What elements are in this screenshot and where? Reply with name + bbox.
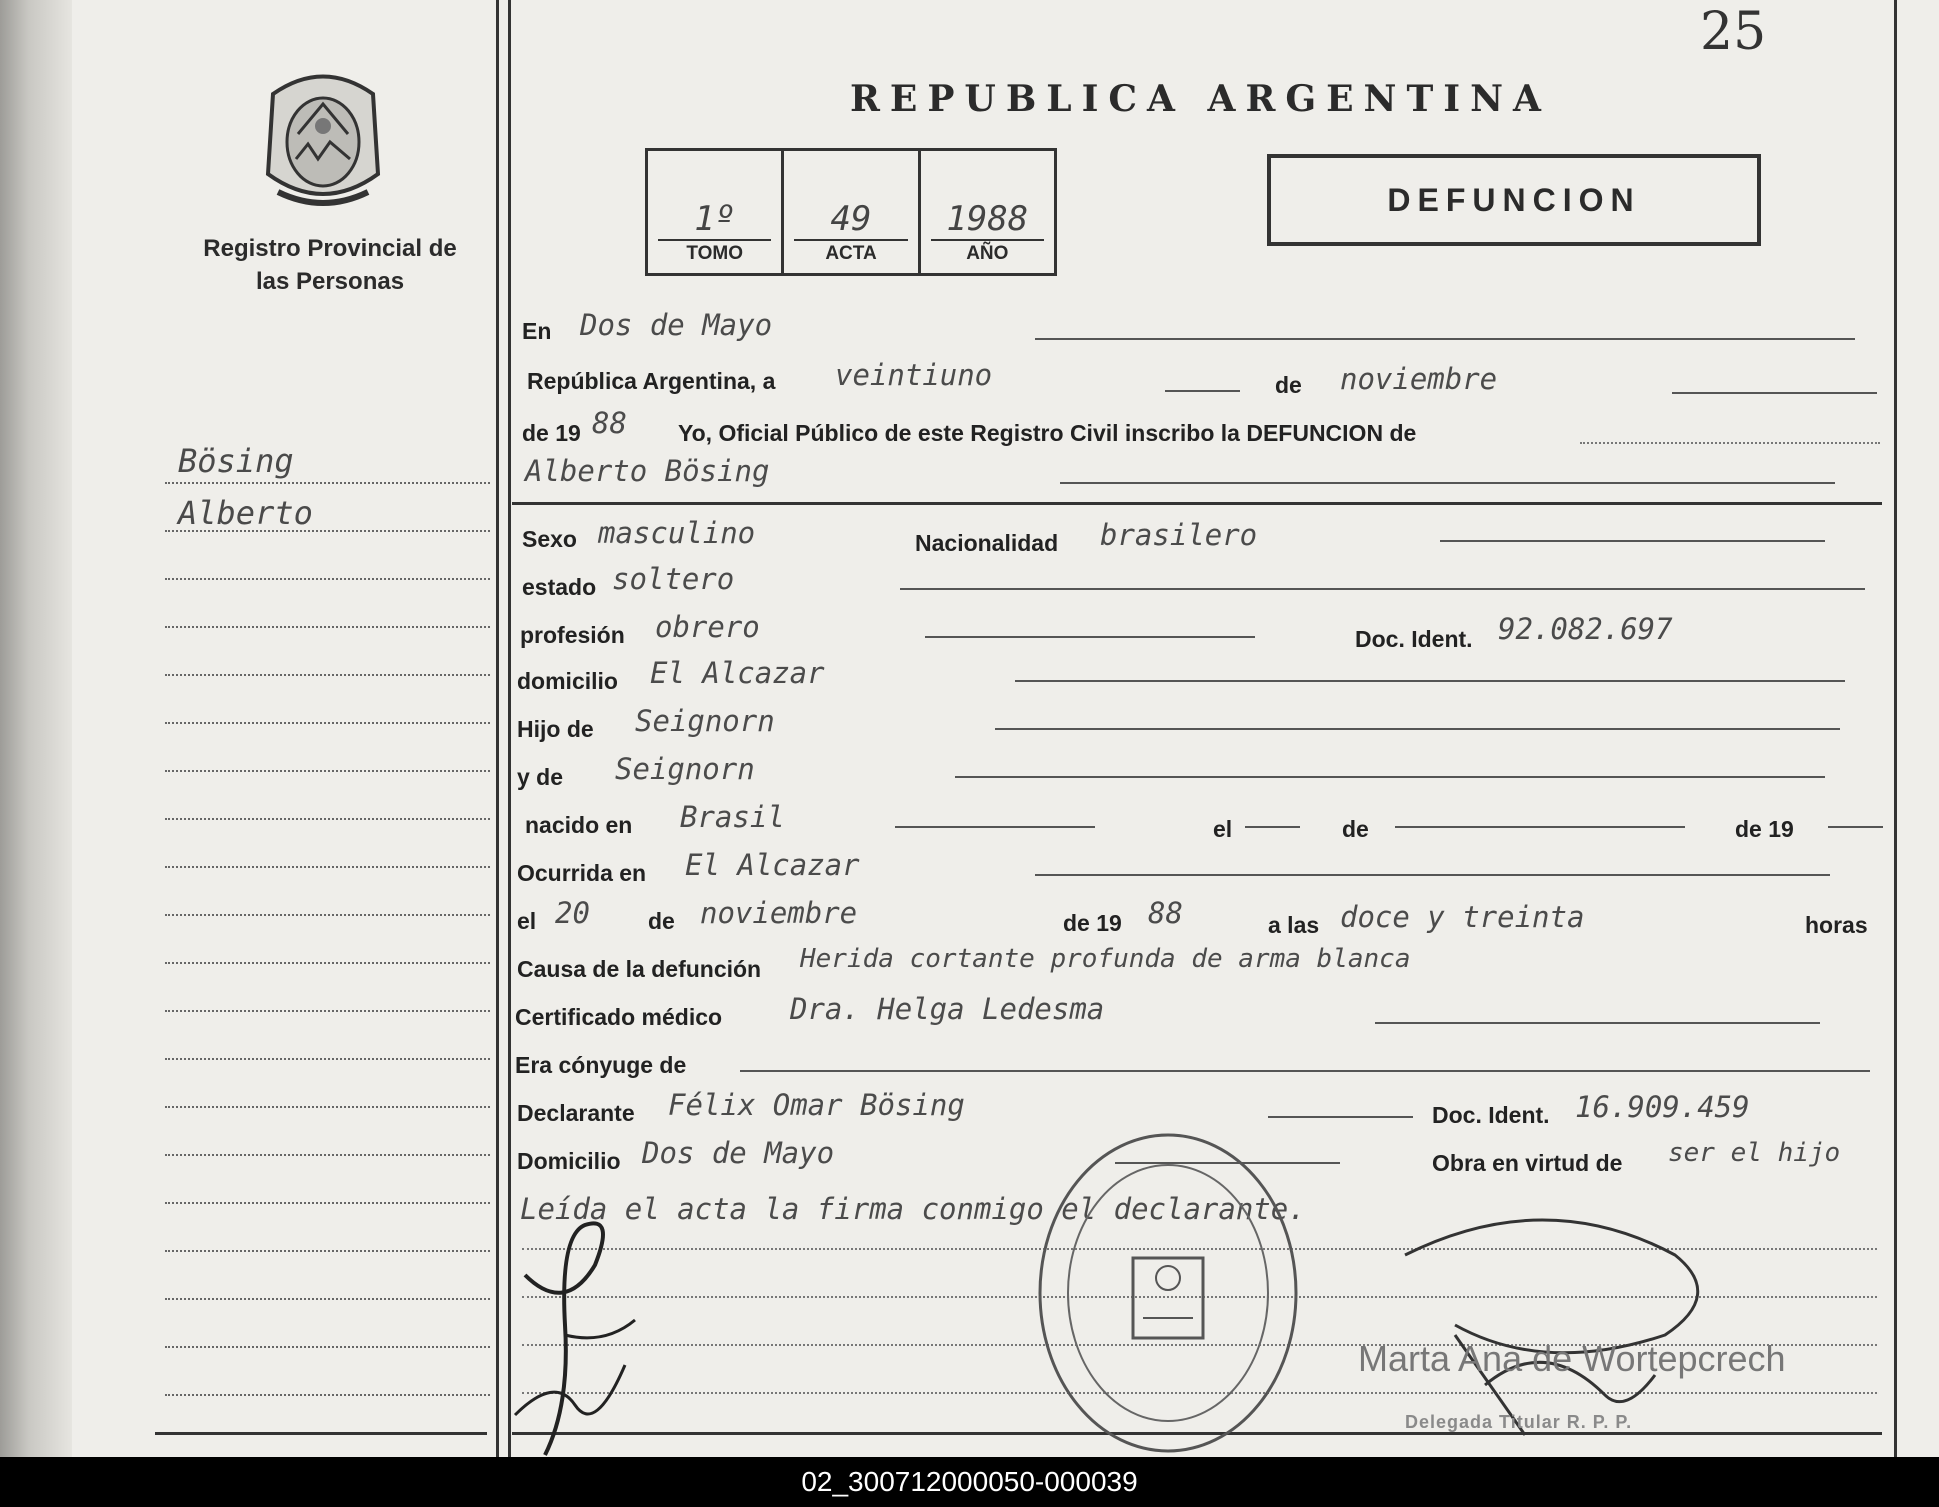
year-prefix-label: de 19 — [522, 420, 581, 446]
margin-line — [165, 866, 490, 868]
declarant-signature-icon — [505, 1205, 705, 1460]
de2-line — [1395, 826, 1685, 828]
domicilio2-value: Dos de Mayo — [642, 1136, 835, 1170]
acta-cell — [784, 151, 920, 273]
official-dots — [1580, 442, 1880, 444]
official-stamp-icon — [1033, 1128, 1303, 1458]
margin-line — [165, 674, 490, 676]
ocurrida-label: Ocurrida en — [517, 860, 647, 886]
margin-line — [165, 626, 490, 628]
official-text: Yo, Oficial Público de este Registro Civil inscribo la DEFUNCION de — [678, 420, 1417, 446]
margin-line — [165, 1106, 490, 1108]
el-label: el — [1213, 816, 1233, 842]
el2-label: el — [517, 908, 537, 934]
nacido-line — [895, 826, 1095, 828]
certificado-value: Dra. Helga Ledesma — [790, 992, 1105, 1026]
causa-value: Herida cortante profunda de arma blanca — [800, 944, 1411, 974]
anio-value: 1988 — [931, 199, 1044, 241]
hora-value: doce y treinta — [1340, 900, 1585, 934]
estado-value: soltero — [612, 562, 735, 596]
horas-label: horas — [1805, 912, 1868, 938]
official-signature-icon — [1395, 1215, 1815, 1445]
record-number-box — [645, 148, 1057, 276]
registry-name: Registro Provincial de las Personas — [203, 235, 457, 295]
page-number: 25 — [1700, 2, 1767, 62]
image-id-footer: 02_300712000050-000039 — [0, 1457, 1939, 1507]
nacionalidad-value: brasilero — [1100, 518, 1258, 552]
country-title: REPUBLICA ARGENTINA — [850, 78, 1551, 120]
margin-line — [165, 578, 490, 580]
month2-value: noviembre — [700, 896, 858, 930]
year-value: 88 — [592, 406, 627, 440]
de19b-label: de 19 — [1063, 910, 1122, 936]
hijo-label: Hijo de — [517, 716, 594, 742]
deceased-value: Alberto Bösing — [525, 454, 770, 488]
record-type-box: DEFUNCION — [1267, 154, 1761, 246]
domicilio-label: domicilio — [517, 668, 618, 694]
nacido-value: Brasil — [680, 800, 785, 834]
margin-divider — [496, 0, 499, 1457]
en-value: Dos de Mayo — [580, 308, 773, 342]
doc-value: 92.082.697 — [1498, 612, 1673, 646]
nacido-label: nacido en — [525, 812, 633, 838]
el-line — [1245, 826, 1300, 828]
conyuge-label: Era cónyuge de — [515, 1052, 687, 1078]
declarante-value: Félix Omar Bösing — [668, 1088, 965, 1122]
anio-label: AÑO — [966, 243, 1009, 264]
estado-line — [900, 588, 1865, 590]
book-spine — [0, 0, 72, 1457]
month-value: noviembre — [1340, 362, 1498, 396]
closing-text: Leída el acta la firma conmigo el declarante. — [520, 1192, 1306, 1226]
yde-value: Seignorn — [615, 752, 755, 786]
yde-label: y de — [517, 764, 564, 790]
doc2-value: 16.909.459 — [1575, 1090, 1750, 1124]
doc2-label: Doc. Ident. — [1432, 1102, 1550, 1128]
acta-label: ACTA — [825, 243, 877, 264]
margin-line — [165, 914, 490, 916]
certificado-line — [1375, 1022, 1820, 1024]
yde-line — [955, 776, 1825, 778]
conyuge-line — [740, 1070, 1870, 1072]
margin-line — [165, 1298, 490, 1300]
deceased-line — [1060, 482, 1835, 484]
day-line — [1165, 390, 1240, 392]
domicilio-line — [1015, 680, 1845, 682]
day2-value: 20 — [555, 896, 590, 930]
doc-label: Doc. Ident. — [1355, 626, 1473, 652]
domicilio2-label: Domicilio — [517, 1148, 621, 1174]
hijo-line — [995, 728, 1840, 730]
obra-label: Obra en virtud de — [1432, 1150, 1623, 1176]
tomo-value: 1º — [658, 199, 771, 241]
margin-line — [165, 1346, 490, 1348]
profesion-value: obrero — [655, 610, 760, 644]
margin-line — [165, 722, 490, 724]
year2-value: 88 — [1148, 896, 1183, 930]
en-line — [1035, 338, 1855, 340]
ocurrida-value: El Alcazar — [685, 848, 860, 882]
margin-surname: Bösing — [178, 442, 294, 480]
margin-line — [165, 818, 490, 820]
de19-label: de 19 — [1735, 816, 1794, 842]
de-label: de — [1275, 372, 1302, 398]
anio-cell — [921, 151, 1054, 273]
de3-label: de — [648, 908, 675, 934]
sexo-label: Sexo — [522, 526, 577, 552]
certificado-label: Certificado médico — [515, 1004, 723, 1030]
margin-line — [165, 1154, 490, 1156]
declarante-line — [1268, 1116, 1413, 1118]
nacionalidad-line — [1440, 540, 1825, 542]
declarante-label: Declarante — [517, 1100, 635, 1126]
causa-label: Causa de la defunción — [517, 956, 762, 982]
en-label: En — [522, 318, 552, 344]
margin-line — [165, 1058, 490, 1060]
obra-value: ser el hijo — [1668, 1138, 1841, 1168]
margin-line — [165, 1250, 490, 1252]
republica-label: República Argentina, a — [527, 368, 776, 394]
alas-label: a las — [1268, 912, 1320, 938]
acta-value: 49 — [794, 199, 907, 241]
tomo-cell — [648, 151, 784, 273]
profesion-label: profesión — [520, 622, 625, 648]
day-value: veintiuno — [835, 358, 993, 392]
domicilio-value: El Alcazar — [650, 656, 825, 690]
de2-label: de — [1342, 816, 1369, 842]
profesion-line — [925, 636, 1255, 638]
margin-line — [165, 770, 490, 772]
section-rule — [512, 502, 1882, 505]
de19-line — [1828, 826, 1883, 828]
province-seal-icon — [258, 64, 388, 214]
margin-bottom-rule — [155, 1432, 487, 1435]
tomo-label: TOMO — [686, 243, 743, 264]
signer-name: Marta Ana de Wortepcrech — [1358, 1338, 1786, 1379]
margin-given-name: Alberto — [178, 494, 313, 532]
margin-line — [165, 482, 490, 484]
signer-role: Delegada Titular R. P. P. — [1405, 1412, 1633, 1432]
estado-label: estado — [522, 574, 597, 600]
margin-line — [165, 962, 490, 964]
hijo-value: Seignorn — [635, 704, 775, 738]
margin-line — [165, 1010, 490, 1012]
month-line — [1672, 392, 1877, 394]
sexo-value: masculino — [598, 516, 756, 550]
margin-line — [165, 1202, 490, 1204]
ocurrida-line — [1035, 874, 1830, 876]
form-right-border — [1894, 0, 1897, 1457]
nacionalidad-label: Nacionalidad — [915, 530, 1059, 556]
margin-line — [165, 1394, 490, 1396]
